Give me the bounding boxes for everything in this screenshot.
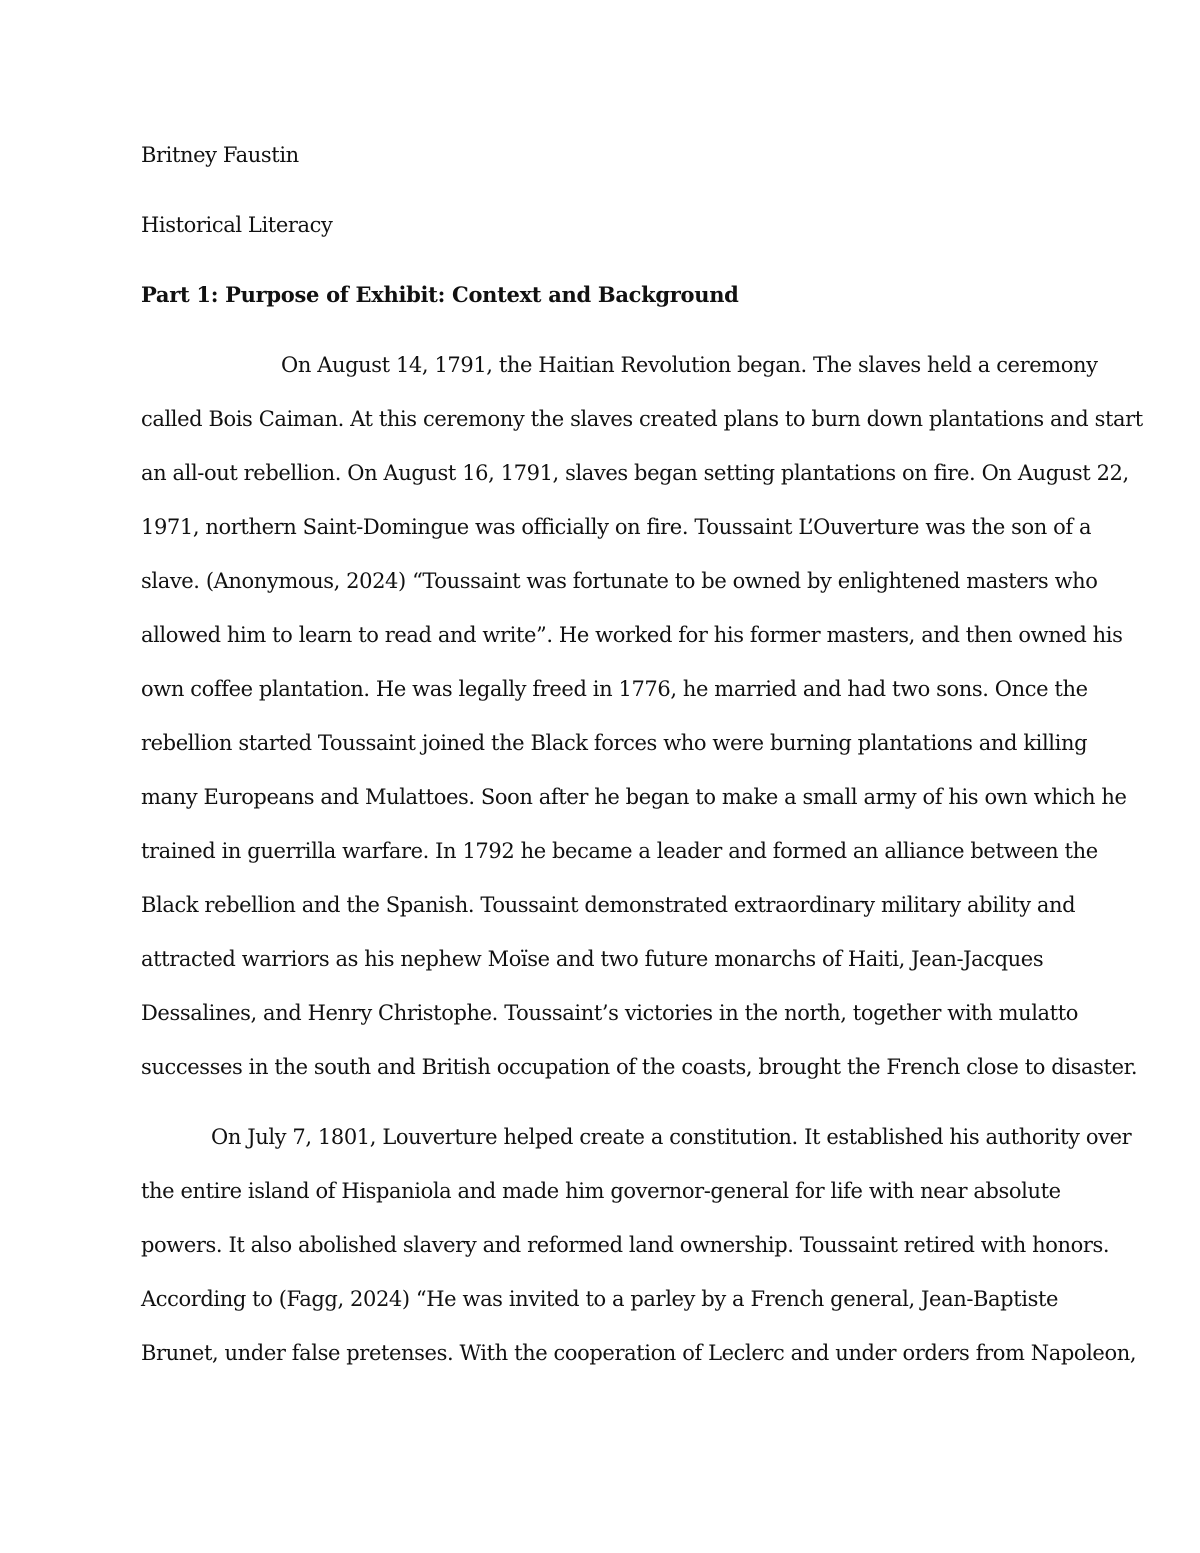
- paragraph-1-line-11: Black rebellion and the Spanish. Toussaint demonstrated extraordinary military ability and: [141, 893, 1076, 917]
- paragraph-1-line-4: 1971, northern Saint-Domingue was officially on fire. Toussaint L’Ouverture was the son of a: [141, 515, 1092, 539]
- paragraph-2-line-1: On July 7, 1801, Louverture helped create a constitution. It established his authority over: [211, 1125, 1132, 1149]
- paragraph-1-line-13: Dessalines, and Henry Christophe. Toussaint’s victories in the north, together with mulatto: [141, 1001, 1078, 1025]
- author-name: Britney Faustin: [141, 143, 299, 167]
- paragraph-2-line-4: According to (Fagg, 2024) “He was invited to a parley by a French general, Jean-Baptiste: [141, 1287, 1059, 1311]
- paragraph-1-line-10: trained in guerrilla warfare. In 1792 he became a leader and formed an alliance between the: [141, 839, 1098, 863]
- paragraph-1-line-3: an all-out rebellion. On August 16, 1791, slaves began setting plantations on fire. On August 22,: [141, 461, 1129, 485]
- paragraph-1-line-9: many Europeans and Mulattoes. Soon after he began to make a small army of his own which he: [141, 785, 1127, 809]
- paragraph-1-line-12: attracted warriors as his nephew Moïse and two future monarchs of Haiti, Jean-Jacques: [141, 947, 1044, 971]
- paragraph-2-line-2: the entire island of Hispaniola and made him governor-general for life with near absolute: [141, 1179, 1061, 1203]
- paragraph-2-line-3: powers. It also abolished slavery and reformed land ownership. Toussaint retired with honors.: [141, 1233, 1110, 1257]
- paragraph-1-line-7: own coffee plantation. He was legally freed in 1776, he married and had two sons. Once the: [141, 677, 1088, 701]
- course-title: Historical Literacy: [141, 213, 333, 237]
- paragraph-1-line-5: slave. (Anonymous, 2024) “Toussaint was fortunate to be owned by enlightened masters who: [141, 569, 1098, 593]
- paragraph-1-line-6: allowed him to learn to read and write”. He worked for his former masters, and then owned his: [141, 623, 1123, 647]
- paragraph-1-line-2: called Bois Caiman. At this ceremony the slaves created plans to burn down plantations and start: [141, 407, 1143, 431]
- paragraph-1-line-14: successes in the south and British occupation of the coasts, brought the French close to disaster.: [141, 1055, 1138, 1079]
- paragraph-2-line-5: Brunet, under false pretenses. With the cooperation of Leclerc and under orders from Napoleon,: [141, 1341, 1137, 1365]
- section-heading: Part 1: Purpose of Exhibit: Context and Background: [141, 282, 739, 307]
- paragraph-1-line-1: On August 14, 1791, the Haitian Revolution began. The slaves held a ceremony: [281, 353, 1098, 377]
- paragraph-1-line-8: rebellion started Toussaint joined the Black forces who were burning plantations and killing: [141, 731, 1088, 755]
